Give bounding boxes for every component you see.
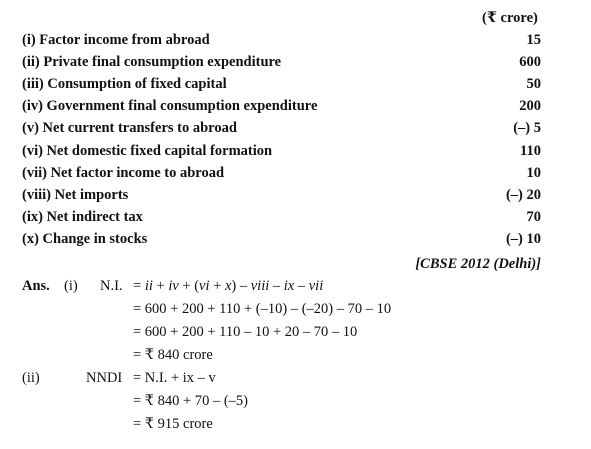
item-label: (ix) Net indirect tax xyxy=(22,209,143,225)
item-label: (iii) Consumption of fixed capital xyxy=(22,76,227,92)
item-label: (v) Net current transfers to abroad xyxy=(22,120,237,136)
formula-line: = ii + iv + (vi + x) – viii – ix – vii xyxy=(133,278,324,294)
item-value: 110 xyxy=(520,143,541,159)
item-label: (x) Change in stocks xyxy=(22,231,148,247)
item-label: (iv) Government final consumption expenditure xyxy=(22,98,318,114)
item-value: 50 xyxy=(526,76,541,92)
item-label: (vii) Net factor income to abroad xyxy=(22,165,225,181)
item-value: 200 xyxy=(519,98,541,114)
item-value: (–) 20 xyxy=(505,187,541,203)
unit-header: (₹ crore) xyxy=(482,10,538,26)
answer-label: Ans. xyxy=(22,278,50,294)
item-label: (vi) Net domestic fixed capital formation xyxy=(22,143,273,159)
item-value: (–) 5 xyxy=(513,120,541,136)
item-value: (–) 10 xyxy=(505,231,541,247)
answer-term: NNDI xyxy=(86,370,123,386)
result-line: = ₹ 840 crore xyxy=(133,347,213,363)
answer-part-number: (i) xyxy=(64,278,78,294)
item-label: (ii) Private final consumption expenditure xyxy=(22,54,282,70)
item-value: 10 xyxy=(526,165,541,181)
calculation-line: = ₹ 840 + 70 – (–5) xyxy=(133,393,248,409)
item-value: 600 xyxy=(519,54,541,70)
item-label: (i) Factor income from abroad xyxy=(22,32,210,48)
item-label: (viii) Net imports xyxy=(22,187,129,203)
formula-line: = N.I. + ix – v xyxy=(133,370,216,386)
answer-term: N.I. xyxy=(100,278,123,294)
answer-part-number: (ii) xyxy=(22,370,40,386)
calculation-line: = 600 + 200 + 110 + (–10) – (–20) – 70 – 10 xyxy=(133,301,392,317)
item-value: 70 xyxy=(526,209,541,225)
calculation-line: = 600 + 200 + 110 – 10 + 20 – 70 – 10 xyxy=(133,324,358,340)
result-line: = ₹ 915 crore xyxy=(133,416,213,432)
item-value: 15 xyxy=(526,32,541,48)
source-citation: [CBSE 2012 (Delhi)] xyxy=(415,256,541,272)
